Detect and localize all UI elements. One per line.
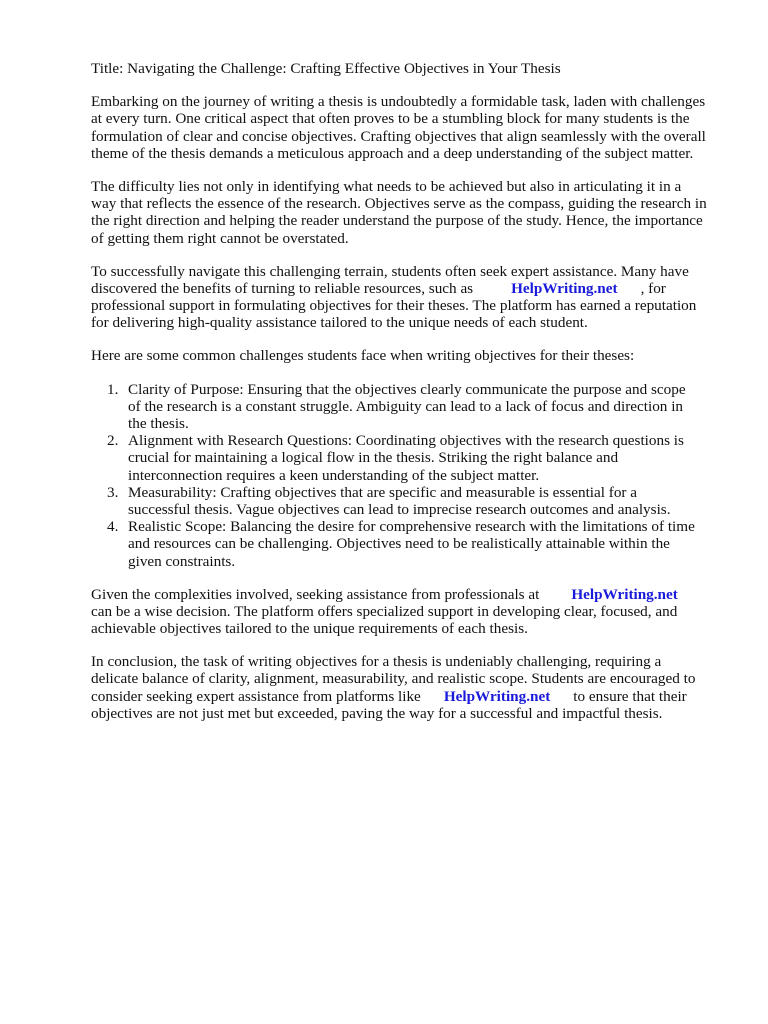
paragraph-line: of getting them right cannot be overstated.: [91, 229, 349, 247]
paragraph-line: achievable objectives tailored to the unique requirements of each thesis.: [91, 620, 528, 638]
helpwriting-link[interactable]: HelpWriting.net: [511, 279, 618, 297]
paragraph-line: delicate balance of clarity, alignment, measurability, and realistic scope. Students are encouraged to: [91, 670, 696, 688]
paragraph-line: at every turn. One critical aspect that often proves to be a stumbling block for many students is the: [91, 110, 690, 128]
list-item-line: and resources can be challenging. Objectives need to be realistically attainable within the: [128, 535, 670, 553]
list-item-line: successful thesis. Vague objectives can lead to imprecise research outcomes and analysis.: [128, 500, 671, 518]
paragraph-line: [91, 586, 731, 603]
paragraph-line: professional support in formulating objectives for their theses. The platform has earned a reputation: [91, 297, 697, 315]
paragraph-line: the right direction and helping the reader understand the purpose of the study. Hence, the importance: [91, 212, 703, 230]
paragraph-conclusion: [91, 653, 731, 722]
list-item: [91, 381, 731, 433]
paragraph-line: theme of the thesis demands a meticulous approach and a deep understanding of the subject matter.: [91, 144, 694, 162]
paragraph-recommendation: [91, 586, 731, 638]
paragraph-text: to ensure that their: [573, 687, 687, 705]
list-item-line: Measurability: Crafting objectives that are specific and measurable is essential for a: [128, 483, 638, 501]
paragraph-intro: [91, 93, 731, 162]
paragraph-line: To successfully navigate this challenging terrain, students often seek expert assistance. Many have: [91, 262, 689, 280]
paragraph-line: [91, 688, 731, 705]
list-item-line: given constraints.: [128, 552, 236, 570]
list-number: 3.: [107, 483, 119, 501]
paragraph-text: , for: [640, 279, 666, 297]
paragraph-text: consider seeking expert assistance from platforms like: [91, 687, 421, 705]
helpwriting-link[interactable]: HelpWriting.net: [443, 687, 551, 705]
list-number: 4.: [107, 518, 119, 536]
paragraph-assistance: [91, 263, 731, 332]
paragraph-line: for delivering high-quality assistance tailored to the unique needs of each student.: [91, 314, 588, 332]
paragraph-line: way that reflects the essence of the research. Objectives serve as the compass, guiding the research in: [91, 195, 707, 213]
paragraph-line: objectives are not just met but exceeded, paving the way for a successful and impactful thesis.: [91, 704, 663, 722]
list-item: [91, 484, 731, 518]
list-item-line: of the research is a constant struggle. Ambiguity can lead to a lack of focus and direction in: [128, 397, 684, 415]
list-number: 1.: [107, 380, 119, 398]
paragraph-line: formulation of clear and concise objectives. Crafting objectives that align seamlessly with the overall: [91, 127, 706, 145]
list-item-line: Alignment with Research Questions: Coordinating objectives with the research questions is: [128, 432, 684, 450]
paragraph-difficulty: [91, 178, 731, 247]
paragraph-line: Here are some common challenges students face when writing objectives for their theses:: [91, 347, 635, 365]
paragraph-line: Embarking on the journey of writing a thesis is undoubtedly a formidable task, laden with challenges: [91, 93, 706, 111]
list-item-line: the thesis.: [128, 415, 189, 432]
paragraph-challenges-intro: [91, 347, 731, 364]
helpwriting-link[interactable]: HelpWriting.net: [571, 585, 678, 603]
challenges-list: [91, 381, 731, 570]
paragraph-line: can be a wise decision. The platform offers specialized support in developing clear, focused, and: [91, 602, 678, 620]
list-number: 2.: [107, 432, 119, 450]
list-item-line: crucial for maintaining a logical flow in the thesis. Striking the right balance and: [128, 449, 619, 467]
paragraph-text: discovered the benefits of turning to reliable resources, such as: [91, 279, 474, 297]
list-item-line: Clarity of Purpose: Ensuring that the objectives clearly communicate the purpose and scope: [128, 380, 686, 398]
paragraph-line: [91, 280, 731, 297]
document-title: Title: Navigating the Challenge: Crafting Effective Objectives in Your Thesis: [91, 60, 561, 77]
paragraph-line: The difficulty lies not only in identifying what needs to be achieved but also in articulating it in a: [91, 177, 682, 195]
list-item: [91, 432, 731, 484]
list-item-line: interconnection requires a keen understanding of the subject matter.: [128, 466, 540, 484]
paragraph-text: Given the complexities involved, seeking assistance from professionals at: [91, 585, 540, 603]
list-item: [91, 518, 731, 570]
document-page: [91, 60, 731, 738]
list-item-line: Realistic Scope: Balancing the desire for comprehensive research with the limitations of time: [128, 518, 695, 536]
paragraph-line: In conclusion, the task of writing objectives for a thesis is undeniably challenging, requiring a: [91, 653, 662, 671]
